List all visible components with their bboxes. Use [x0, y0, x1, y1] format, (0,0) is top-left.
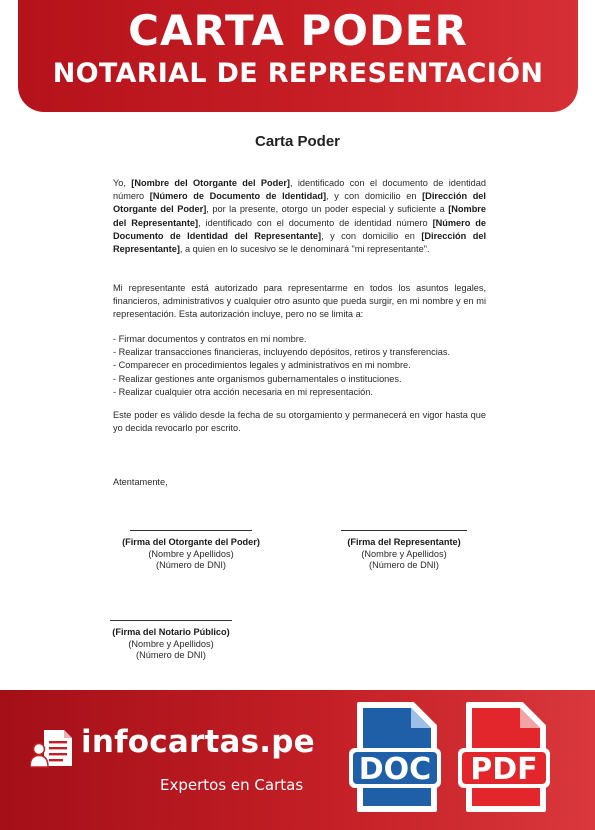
paragraph-authorization: Mi representante está autorizado para representarme en todos los asuntos legales, financieros, administrativos y cualquier otro asunto que pueda surgir, en mi nombre y en mi representación. Esta autorización incluye, pero no se limita a:	[113, 283, 486, 320]
signature-title: (Firma del Representante)	[347, 537, 461, 547]
closing-text: Atentamente,	[113, 477, 168, 487]
document-title: Carta Poder	[254, 133, 341, 150]
signature-dni: (Número de DNI)	[156, 560, 226, 570]
signature-dni: (Número de DNI)	[136, 650, 206, 660]
list-item: - Realizar transacciones financieras, incluyendo depósitos, retiros y transferencias.	[113, 347, 451, 358]
doc-label: DOC	[358, 752, 432, 787]
signature-block-grantor	[103, 530, 279, 572]
paragraph-intro: Yo, [Nombre del Otorgante del Poder], identificado con el documento de identidad número [Número de Documento de Identidad], y con domicilio en [Dirección del Otorgante del Poder], por la presente, otorgo un poder especial y suficiente a [Nombre del Representante], identificado con el documento de identidad número [Número de Documento de Identidad del Representante], y con domicilio en [Dirección del Representante], a quien en lo sucesivo se le denominará "mi representante".	[113, 178, 486, 255]
list-item: - Firmar documentos y contratos en mi nombre.	[113, 334, 307, 344]
signature-name: (Nombre y Apellidos)	[361, 548, 447, 559]
header-subtitle: NOTARIAL DE REPRESENTACIÓN	[52, 58, 544, 89]
footer-banner	[0, 690, 595, 830]
signature-block-representative	[316, 530, 492, 572]
signature-dni: (Número de DNI)	[369, 560, 439, 570]
pdf-file-icon[interactable]	[456, 702, 552, 814]
paragraph-validity: Este poder es válido desde la fecha de su otorgamiento y permanecerá en vigor hasta que yo decida revocarlo por escrito.	[113, 410, 486, 434]
signature-line	[341, 530, 467, 531]
signature-title: (Firma del Otorgante del Poder)	[122, 537, 260, 547]
letter-document	[0, 112, 595, 690]
signature-title: (Firma del Notario Público)	[112, 627, 230, 637]
document-person-icon	[30, 728, 74, 768]
header-banner	[18, 0, 578, 112]
pdf-label: PDF	[470, 752, 538, 787]
list-item: - Comparecer en procedimientos legales y administrativos en mi nombre.	[113, 360, 411, 371]
authorization-list	[113, 333, 486, 399]
header-title: CARTA PODER	[128, 6, 468, 55]
doc-file-icon[interactable]	[347, 702, 443, 814]
brand-name: infocartas.pe	[81, 724, 315, 760]
signature-line	[130, 530, 252, 531]
signature-name: (Nombre y Apellidos)	[148, 548, 234, 559]
signature-line	[110, 620, 232, 621]
list-item: - Realizar cualquier otra acción necesaria en mi representación.	[113, 386, 373, 397]
list-item: - Realizar gestiones ante organismos gubernamentales o instituciones.	[113, 373, 402, 384]
signature-block-notary	[103, 620, 239, 662]
brand-tagline: Expertos en Cartas	[160, 776, 304, 794]
signature-name: (Nombre y Apellidos)	[128, 638, 214, 649]
